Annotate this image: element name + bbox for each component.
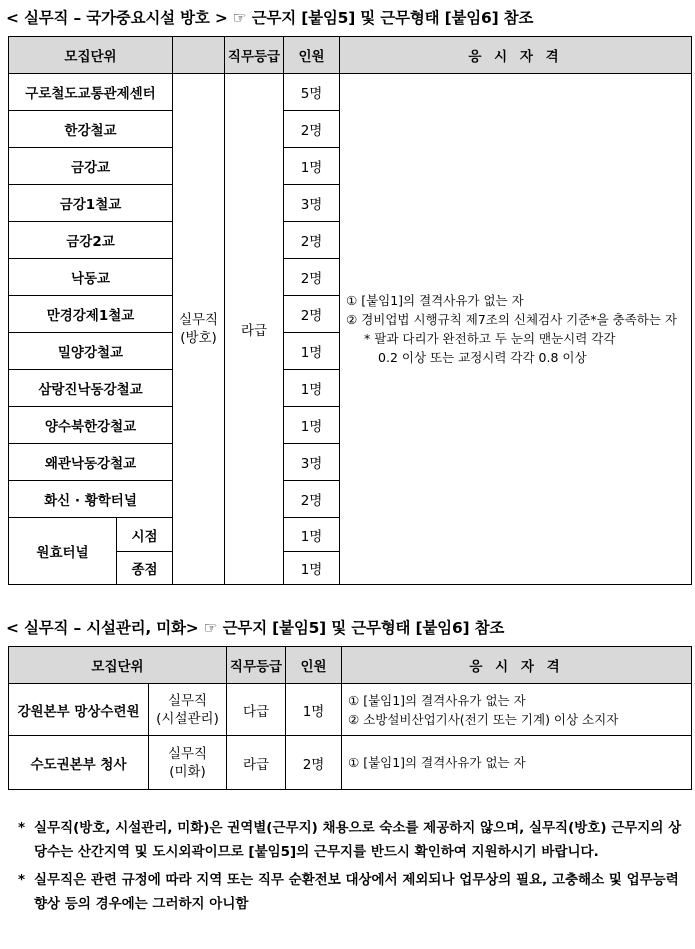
unit-cell: 강원본부 망상수련원 xyxy=(9,684,149,736)
qualification-line: * 팔과 다리가 완전하고 두 눈의 맨눈시력 각각 xyxy=(364,331,616,346)
unit-cell: 금강2교 xyxy=(9,222,173,259)
count-cell: 1명 xyxy=(284,333,340,370)
qualification-line: ① [붙임1]의 결격사유가 없는 자 xyxy=(348,755,526,770)
footnotes xyxy=(18,816,690,920)
footnote xyxy=(18,868,690,916)
header-unit: 모집단위 xyxy=(9,37,173,74)
count-cell: 3명 xyxy=(284,185,340,222)
protection-recruit-table xyxy=(8,36,692,585)
count-cell: 2명 xyxy=(286,736,342,790)
footnote xyxy=(18,816,690,864)
grade-cell: 라급 xyxy=(227,736,286,790)
unit-cell: 밀양강철교 xyxy=(9,333,173,370)
table-row xyxy=(9,684,692,736)
header-count: 인원 xyxy=(286,647,342,684)
unit-cell: 양수북한강철교 xyxy=(9,407,173,444)
table-row xyxy=(9,736,692,790)
sub-unit-cell: 시점 xyxy=(117,518,173,552)
grade-cell: 라급 xyxy=(225,74,284,585)
job-type-cell: 실무직 (시설관리) xyxy=(149,684,227,736)
unit-cell: 삼랑진낙동강철교 xyxy=(9,370,173,407)
job-type-cell: 실무직 (미화) xyxy=(149,736,227,790)
count-cell: 2명 xyxy=(284,111,340,148)
facility-recruit-table xyxy=(8,646,692,790)
note-text: 실무직(방호, 시설관리, 미화)은 권역별(근무지) 채용으로 숙소를 제공하지 않으며, 실무직(방호) 근무지의 상당수는 산간지역 및 도시외곽이므로 [붙임5]의 근무지를 반드시 확인하여 지원하시기 바랍니다. xyxy=(34,820,682,860)
qualification-line: ① [붙임1]의 결격사유가 없는 자 xyxy=(346,293,524,308)
qualification-line: 0.2 이상 또는 교정시력 각각 0.8 이상 xyxy=(378,350,587,365)
header-grade: 직무등급 xyxy=(227,647,286,684)
count-cell: 2명 xyxy=(284,481,340,518)
unit-cell: 수도권본부 청사 xyxy=(9,736,149,790)
count-cell: 2명 xyxy=(284,296,340,333)
unit-cell: 낙동교 xyxy=(9,259,173,296)
sub-unit-cell: 종점 xyxy=(117,552,173,585)
table-row xyxy=(9,74,692,111)
qualification-line: ① [붙임1]의 결격사유가 없는 자 xyxy=(348,692,526,708)
qualification-line: ② 경비업법 시행규칙 제7조의 신체검사 기준*을 충족하는 자 xyxy=(346,312,677,327)
count-cell: 1명 xyxy=(284,407,340,444)
unit-cell: 화신 · 황학터널 xyxy=(9,481,173,518)
note-mark: * xyxy=(18,820,26,836)
job-type-cell: 실무직 (방호) xyxy=(173,74,225,585)
qualification-cell xyxy=(340,74,692,585)
count-cell: 1명 xyxy=(284,370,340,407)
grade-cell: 다급 xyxy=(227,684,286,736)
unit-cell: 원효터널 xyxy=(9,518,117,585)
note-mark: * xyxy=(18,872,26,888)
unit-cell: 만경강제1철교 xyxy=(9,296,173,333)
qualification-line: ② 소방설비산업기사(전기 또는 기계) 이상 소지자 xyxy=(348,711,619,727)
count-cell: 2명 xyxy=(284,259,340,296)
count-cell: 1명 xyxy=(284,518,340,552)
header-qualification: 응 시 자 격 xyxy=(340,37,692,74)
unit-cell: 왜관낙동강철교 xyxy=(9,444,173,481)
count-cell: 1명 xyxy=(284,552,340,585)
header-qualification: 응 시 자 격 xyxy=(342,647,692,684)
header-unit: 모집단위 xyxy=(9,647,227,684)
count-cell: 1명 xyxy=(286,684,342,736)
note-text: 실무직은 관련 규정에 따라 지역 또는 직무 순환전보 대상에서 제외되나 업무상의 필요, 고충해소 및 업무능력 향상 등의 경우에는 그러하지 아니함 xyxy=(34,872,679,912)
count-cell: 1명 xyxy=(284,148,340,185)
qualification-cell xyxy=(342,736,692,790)
qualification-cell xyxy=(342,684,692,736)
section2-heading: < 실무직 – 시설관리, 미화> ☞ 근무지 [붙임5] 및 근무형태 [붙임6] 참조 xyxy=(6,619,505,637)
count-cell: 5명 xyxy=(284,74,340,111)
unit-cell: 구로철도교통관제센터 xyxy=(9,74,173,111)
unit-cell: 금강교 xyxy=(9,148,173,185)
count-cell: 2명 xyxy=(284,222,340,259)
header-job-type xyxy=(173,37,225,74)
unit-cell: 금강1철교 xyxy=(9,185,173,222)
unit-cell: 한강철교 xyxy=(9,111,173,148)
count-cell: 3명 xyxy=(284,444,340,481)
header-count: 인원 xyxy=(284,37,340,74)
section1-heading: < 실무직 – 국가중요시설 방호 > ☞ 근무지 [붙임5] 및 근무형태 [붙임6] 참조 xyxy=(6,9,534,27)
header-grade: 직무등급 xyxy=(225,37,284,74)
